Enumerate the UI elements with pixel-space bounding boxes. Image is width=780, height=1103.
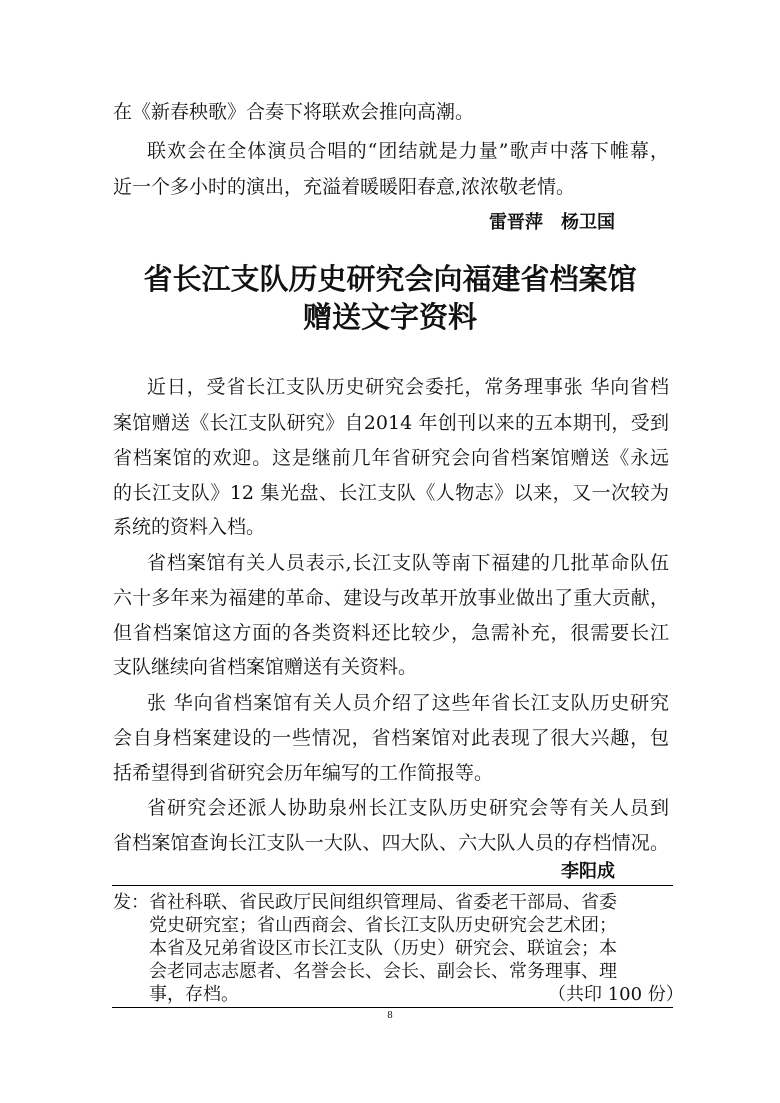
p3-line-3: 括希望得到省研究会历年编写的工作简报等。: [113, 762, 494, 784]
p2-line-1: 省档案馆有关人员表示,长江支队等南下福建的几批革命队伍: [147, 552, 669, 574]
p3-line-1: 张 华向省档案馆有关人员介绍了这些年省长江支队历史研究: [147, 692, 669, 714]
distribution-line-5: 事，存档。: [149, 984, 239, 1005]
p2-line-2: 六十多年来为福建的革命、建设与改革开放事业做出了重大贡献，: [113, 587, 669, 609]
article2-author: 李阳成: [561, 861, 615, 882]
distribution-line-1: 发：省社科联、省民政厅民间组织管理局、省委老干部局、省委: [113, 892, 617, 913]
p1-line-5: 系统的资料入档。: [113, 516, 266, 538]
distribution-line-4: 会老同志志愿者、名誉会长、会长、副会长、常务理事、理: [149, 961, 617, 982]
distribution-line-3: 本省及兄弟省设区市长江支队（历史）研究会、联谊会；本: [149, 938, 617, 959]
article1-line-2: 联欢会在全体演员合唱的“团结就是力量”歌声中落下帷幕，: [147, 140, 669, 162]
distribution-line-2: 党史研究室；省山西商会、省长江支队历史研究会艺术团；: [149, 915, 617, 936]
p1-line-1: 近日，受省长江支队历史研究会委托，常务理事张 华向省档: [147, 376, 669, 398]
article1-line-3: 近一个多小时的演出，充溢着暖暖阳春意,浓浓敬老情。: [113, 176, 576, 198]
article1-author: 雷晋萍 杨卫国: [489, 212, 615, 233]
p3-line-2: 会自身档案建设的一些情况，省档案馆对此表现了很大兴趣，包: [113, 727, 669, 749]
distribution-bottom-rule: [112, 1007, 673, 1008]
article2-title-line-1: 省长江支队历史研究会向福建省档案馆: [143, 262, 637, 296]
p4-line-2: 省档案馆查询长江支队一大队、四大队、六大队人员的存档情况。: [113, 832, 669, 854]
distribution-top-rule: [112, 885, 673, 886]
p2-line-4: 支队继续向省档案馆赠送有关资料。: [113, 656, 418, 678]
distribution-copies: （共印 100 份）: [548, 984, 684, 1005]
article1-line-1: 在《新春秧歌》合奏下将联欢会推向高潮。: [113, 101, 475, 123]
article2-title-line-2: 赠送文字资料: [302, 300, 477, 334]
page-number: 8: [387, 1011, 393, 1021]
p1-line-4: 的长江支队》12 集光盘、长江支队《人物志》以来，又一次较为: [113, 482, 669, 504]
p1-line-2: 案馆赠送《长江支队研究》自2014 年创刊以来的五本期刊，受到: [113, 412, 669, 434]
p4-line-1: 省研究会还派人协助泉州长江支队历史研究会等有关人员到: [147, 797, 669, 819]
p2-line-3: 但省档案馆这方面的各类资料还比较少，急需补充，很需要长江: [113, 622, 669, 644]
p1-line-3: 省档案馆的欢迎。这是继前几年省研究会向省档案馆赠送《永远: [113, 447, 669, 469]
